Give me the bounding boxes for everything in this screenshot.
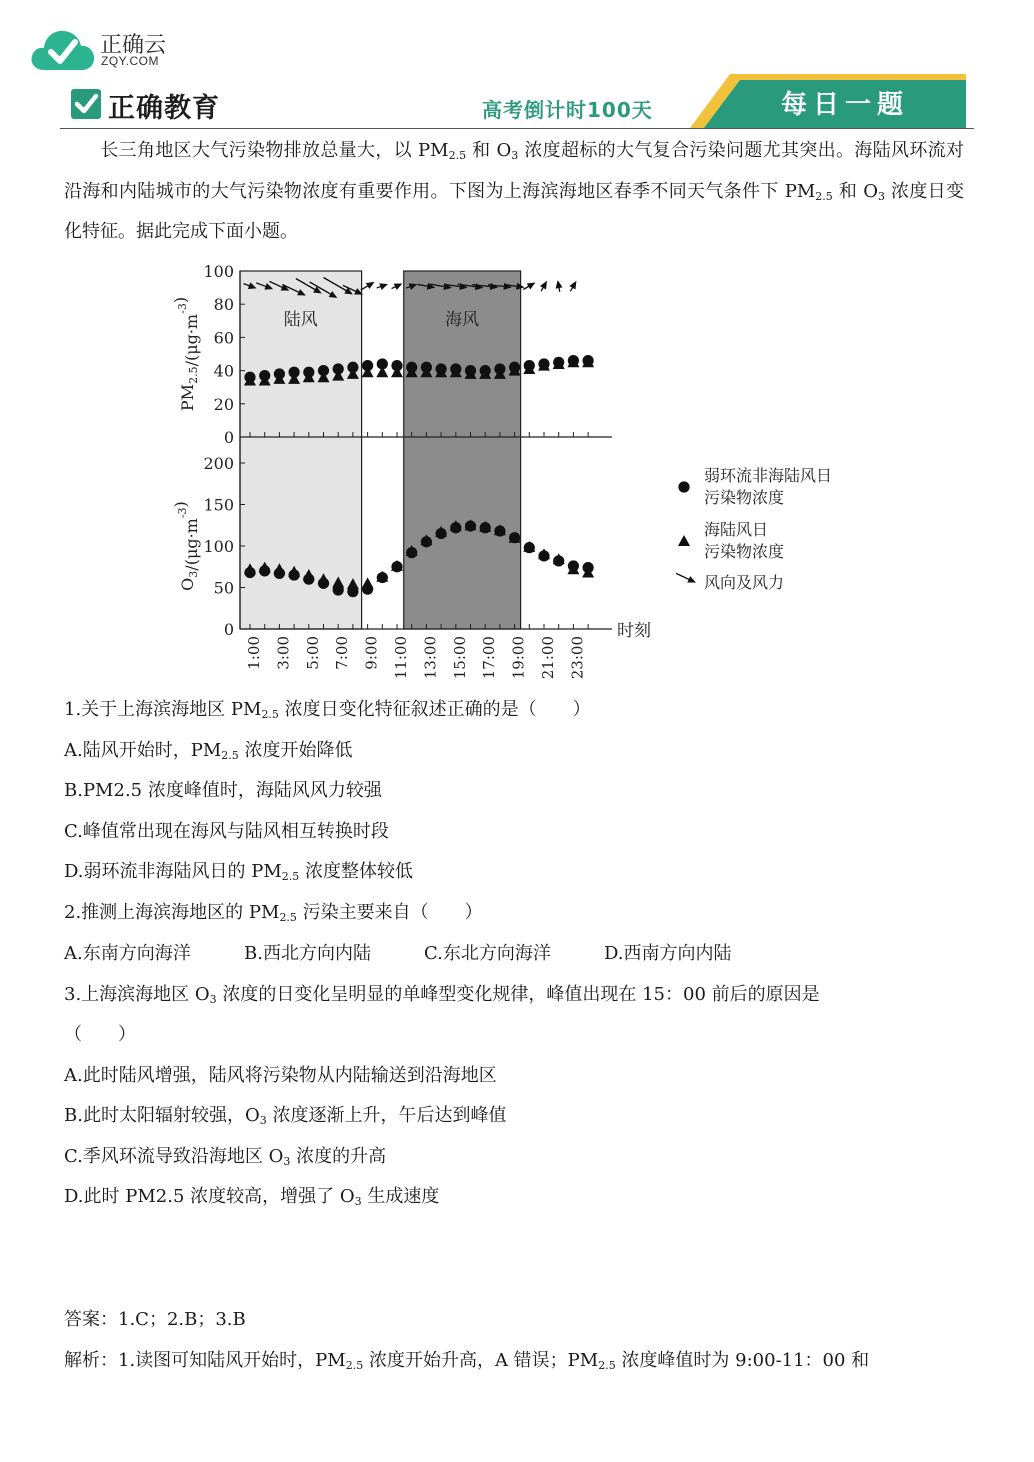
legend-label: 污染物浓度 xyxy=(704,542,785,561)
wind-arrow xyxy=(567,279,579,293)
pm25-y-axis-title: $PM_{2.5}/(\mu g\cdot m^{-3})$ xyxy=(171,296,201,412)
question-2-option-a[interactable]: A.东南方向海洋 xyxy=(64,943,191,964)
x-axis-label: 时刻 xyxy=(617,621,651,641)
intro-paragraph: 长三角地区大气污染物排放总量大，以 $PM_{2.5}$ 和 $O_3$ 浓度超标的大气复合污染问题尤其突出。海陆风环流对沿海和内陆城市的大气污染物浓度有重要作用。下图为上海滨海地区春季不同天气条件下 $PM_{2.5}$ 和 $O_3$ 浓度日变化特征。据此完成下面小题。 xyxy=(64,140,964,242)
o3-y-axis-title: $O_3/(\mu g\cdot m^{-3})$ xyxy=(171,501,201,591)
logo-chinese-name: 正确云 xyxy=(100,33,167,58)
wind-arrow xyxy=(538,279,550,293)
question-2: 2.推测上海滨海地区的 $PM_{2.5}$ 污染主要来自（ ） xyxy=(64,902,483,924)
pm25-y-tick-label: 80 xyxy=(213,295,234,315)
pm25-y-tick-label: 20 xyxy=(213,394,234,414)
o3-point-triangle xyxy=(362,577,374,588)
question-3-option-d[interactable]: D.此时 PM2.5 浓度较高，增强了 $O_3$ 生成速度 xyxy=(64,1186,440,1208)
question-1-option-d[interactable]: D.弱环流非海陆风日的 $PM_{2.5}$ 浓度整体较低 xyxy=(64,861,414,883)
legend-arrow-icon xyxy=(675,570,698,586)
question-1-option-c[interactable]: C.峰值常出现在海风与陆风相互转换时段 xyxy=(64,821,389,842)
question-2-option-c[interactable]: C.东北方向海洋 xyxy=(424,943,551,964)
legend-label: 污染物浓度 xyxy=(704,488,785,507)
region-label: 海风 xyxy=(445,310,480,330)
x-tick-label: 21:00 xyxy=(539,636,557,680)
countdown-label: 高考倒计时100天 xyxy=(482,98,653,122)
banner-title: 每日一题 xyxy=(780,90,909,120)
x-tick-label: 17:00 xyxy=(480,636,499,680)
question-3: 3.上海滨海地区 $O_3$ 浓度的日变化呈明显的单峰型变化规律，峰值出现在 15：00 前后的原因是 xyxy=(64,984,820,1006)
wind-arrow xyxy=(521,279,537,292)
x-tick-label: 7:00 xyxy=(333,636,352,670)
legend-triangle-icon xyxy=(678,535,690,546)
legend-label: 风向及风力 xyxy=(704,573,785,592)
o3-y-tick-label: 200 xyxy=(203,454,234,473)
logo-domain: ZQY.COM xyxy=(101,54,159,68)
pm25-y-tick-label: 40 xyxy=(213,361,234,381)
question-2-option-d[interactable]: D.西南方向内陆 xyxy=(604,943,732,964)
x-tick-label: 11:00 xyxy=(392,636,410,680)
o3-y-tick-label: 0 xyxy=(223,620,234,639)
brand-name: 正确教育 xyxy=(108,93,220,124)
question-1-option-b[interactable]: B.PM2.5 浓度峰值时，海陆风风力较强 xyxy=(64,780,382,801)
legend-circle-icon xyxy=(678,481,689,492)
x-tick-label: 5:00 xyxy=(303,636,322,670)
pm25-y-tick-label: 60 xyxy=(213,328,234,348)
question-1: 1.关于上海滨海地区 $PM_{2.5}$ 浓度日变化特征叙述正确的是（ ） xyxy=(64,699,591,721)
o3-y-tick-label: 50 xyxy=(213,578,234,598)
x-tick-label: 19:00 xyxy=(509,636,528,680)
pm25-y-tick-label: 100 xyxy=(203,262,234,281)
x-tick-label: 23:00 xyxy=(568,636,587,680)
x-tick-label: 1:00 xyxy=(245,636,263,670)
analysis-line: 解析：1.读图可知陆风开始时，$PM_{2.5}$ 浓度开始升高，A 错误；$PM_{2.5}$ 浓度峰值时为 9:00-11：00 和 xyxy=(64,1350,870,1372)
o3-y-tick-label: 150 xyxy=(203,495,234,515)
wind-arrow xyxy=(390,280,404,291)
pm25-y-tick-label: 0 xyxy=(223,428,234,447)
pm25-point-triangle xyxy=(376,366,388,377)
answer-line: 答案：1.C；2.B；3.B xyxy=(64,1309,246,1330)
wind-arrow xyxy=(554,279,563,292)
o3-y-tick-label: 100 xyxy=(203,537,234,556)
question-1-option-a[interactable]: A.陆风开始时，$PM_{2.5}$ 浓度开始降低 xyxy=(64,740,353,762)
x-tick-label: 3:00 xyxy=(274,636,293,670)
question-2-option-b[interactable]: B.西北方向内陆 xyxy=(244,943,371,964)
x-tick-label: 13:00 xyxy=(421,636,440,680)
legend-label: 弱环流非海陆风日 xyxy=(704,466,833,485)
question-3-option-a[interactable]: A.此时陆风增强，陆风将污染物从内陆输送到沿海地区 xyxy=(64,1065,497,1086)
wind-arrow xyxy=(375,281,389,292)
question-3-blank: （ ） xyxy=(64,1024,136,1045)
legend-label: 海陆风日 xyxy=(704,520,769,539)
x-tick-label: 9:00 xyxy=(362,636,381,670)
question-3-option-c[interactable]: C.季风环流导致沿海地区 $O_3$ 浓度的升高 xyxy=(64,1146,387,1168)
region-label: 陆风 xyxy=(283,310,318,330)
question-3-option-b[interactable]: B.此时太阳辐射较强，$O_3$ 浓度逐渐上升，午后达到峰值 xyxy=(64,1105,507,1127)
pm25-o3-diurnal-chart xyxy=(0,0,1034,690)
x-tick-label: 15:00 xyxy=(450,636,469,680)
